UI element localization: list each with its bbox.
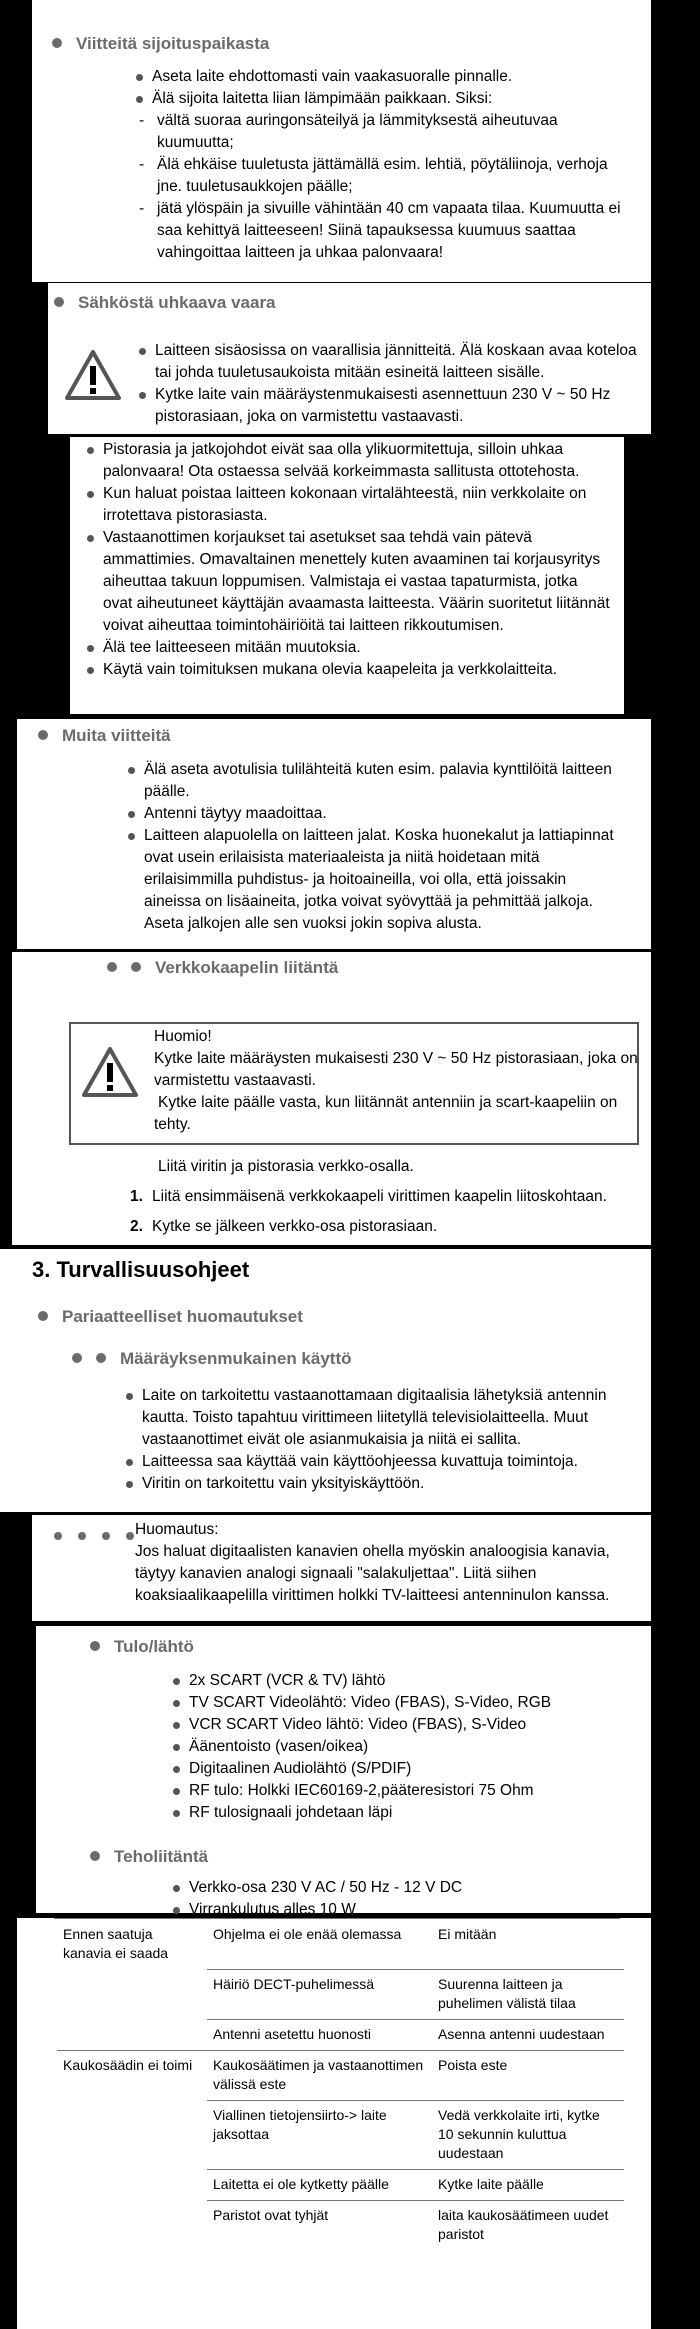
- bullet-icon: [126, 1532, 134, 1540]
- other-notes-section: [17, 719, 651, 949]
- list-item: Vastaanottimen korjaukset tai asetukset saa tehdä vain pätevä ammattimies. Omavaltainen menettely kuten avaaminen tai korjausyritys aiheuttaa takuun loppumisen. Valmistaja ei vastaa tapaturmista, jotka ovat aiheutuneet käyttäjän avaamasta laitteesta. Väärin suoritetut liitännät voivat aiheuttaa toimintohäiriöitä tai laitteen rikkoutumisen.: [86, 527, 610, 637]
- table-row: [57, 2050, 624, 2100]
- list-item: Laitteen sisäosissa on vaarallisia jännitteitä. Älä koskaan avaa koteloa tai johda tuuletusaukoista mitään esineitä laitteen sisälle.: [138, 340, 643, 384]
- hazard-list-continued: [86, 439, 610, 681]
- list-item: Älä sijoita laitetta liian lämpimään paikkaan. Siksi: - vältä suoraa auringonsäteilyä ja lämmityksestä aiheutuvaa kuumuutta; - Älä ehkäise tuuletusta jättämällä esim. lehtiä, pöytäliinoja, verhoja jne. tuuletusaukkojen päälle; - jätä ylöspäin ja sivuille vähintään 40 cm vapaata tilaa. Kuumuutta ei saa kehittyä laitteeseen! Siinä tapauksessa kuumuus saattaa vahingoittaa laitteen ja uhkaa palonvaara!: [135, 88, 635, 264]
- list-item: 2x SCART (VCR & TV) lähtö: [172, 1670, 632, 1692]
- table-row: [57, 2019, 624, 2050]
- bullet-icon: [38, 730, 48, 740]
- list-item: Älä aseta avotulisia tulilähteitä kuten esim. palavia kynttilöitä laitteen päälle.: [127, 759, 627, 803]
- table-row: [57, 1920, 624, 1969]
- bullet-icon: [90, 1641, 100, 1651]
- section-title: Muita viitteitä: [38, 726, 171, 746]
- power-list: [172, 1877, 632, 1921]
- section-title: Verkkokaapelin liitäntä: [107, 958, 338, 978]
- section-title: Pariaatteelliset huomautukset: [38, 1307, 303, 1327]
- remedy-cell: laita kaukosäätimeen uudet paristot: [438, 2206, 609, 2242]
- list-item: Laitteen alapuolella on laitteen jalat. Koska huonekalut ja lattiapinnat ovat usein erilaisista materiaaleista ja niitä hoidetaan mitä erilaisimmilla puhdistus- ja hoitoaineilla, voi olla, että joissakin aineissa on lisäaineita, jotka voivat syövyttää ja pehmittää jalkoja. Aseta jalkojen alle sen vuoksi jokin sopiva alusta.: [127, 825, 627, 935]
- intended-use-list: [125, 1385, 630, 1495]
- subsection-title: Määräyksenmukainen käyttö: [72, 1349, 352, 1369]
- bullet-icon: [52, 38, 62, 48]
- safety-section: [0, 1249, 651, 1512]
- cause-cell: Viallinen tietojensiirto-> laite jaksottaa: [207, 2100, 432, 2169]
- list-item: Kun haluat poistaa laitteen kokonaan virtalähteestä, niin verkkolaite on irrotettava pistorasiasta.: [86, 483, 610, 527]
- cause-cell: Laitetta ei ole kytketty päälle: [207, 2169, 432, 2200]
- table-row: [57, 2200, 624, 2250]
- bullet-icon: [102, 1532, 110, 1540]
- list-item: Viritin on tarkoitettu vain yksityiskäyttöön.: [125, 1473, 630, 1495]
- section-title: Teholiitäntä: [90, 1847, 208, 1867]
- table-body: [57, 1920, 624, 2250]
- remedy-cell: Asenna antenni uudestaan: [432, 2019, 624, 2050]
- list-item: Pistorasia ja jatkojohdot eivät saa olla ylikuormitettuja, silloin uhkaa palonvaara! Ota ostaessa selvää korkeimmasta sallitusta ottotehosta.: [86, 439, 610, 483]
- problem-cell: [57, 2200, 207, 2250]
- note-body: Jos haluat digitaalisten kanavien ohella myöskin analoogisia kanavia, täytyy kanavien analogi signaali "salakuljettaa". Liitä siihen koaksiaalikaapelilla virittimen holkki TV-laitteesi antenninulon kanssa.: [135, 1543, 610, 1604]
- io-list: [172, 1670, 632, 1824]
- bullet-icon: [54, 297, 64, 307]
- list-item: TV SCART Videolähtö: Video (FBAS), S-Video, RGB: [172, 1692, 632, 1714]
- sub-list: [135, 110, 635, 264]
- list-item: Digitaalinen Audiolähtö (S/PDIF): [172, 1758, 632, 1780]
- remedy-cell: Suurenna laitteen ja puhelimen välistä tilaa: [432, 1969, 624, 2019]
- notice-line: Kytke laite päälle vasta, kun liitännät antenniin ja scart-kaapeliin on tehty.: [154, 1094, 618, 1133]
- problem-cell: [57, 2169, 207, 2200]
- list-item: Laite on tarkoitettu vastaanottamaan digitaalisia lähetyksiä antennin kautta. Toisto tapahtuu virittimeen liitetyllä televisiolaitteella. Muut vastaanottimet eivät ole asianmukaisia ja niitä ei sallita.: [125, 1385, 630, 1451]
- cause-cell: Häiriö DECT-puhelimessä: [207, 1969, 432, 2019]
- list-item: Laitteessa saa käyttää vain käyttöohjeessa kuvattuja toimintoja.: [125, 1451, 630, 1473]
- problem-cell: [57, 2100, 207, 2169]
- other-notes-list: [127, 759, 627, 935]
- section-title: Viitteitä sijoituspaikasta: [52, 34, 269, 54]
- remedy-cell: Kytke laite päälle: [432, 2169, 624, 2200]
- notice-box: [69, 1022, 639, 1145]
- cause-cell: Antenni asetettu huonosti: [207, 2019, 432, 2050]
- section-title: Tulo/lähtö: [90, 1637, 194, 1657]
- table-row: [57, 2100, 624, 2169]
- troubleshooting-table: [57, 1920, 624, 2250]
- problem-cell: [57, 1969, 207, 2019]
- remedy-cell: Vedä verkkolaite irti, kytke 10 sekunnin kuluttua uudestaan: [432, 2100, 624, 2169]
- location-section: [32, 0, 651, 282]
- list-item: Antenni täytyy maadoittaa.: [127, 803, 627, 825]
- notice-line: Kytke laite määräysten mukaisesti 230 V ~ 50 Hz pistorasiaan, joka on varmistettu vastaavasti.: [154, 1050, 638, 1089]
- list-item: RF tulosignaali johdetaan läpi: [172, 1802, 632, 1824]
- warning-icon: [81, 1046, 139, 1098]
- problem-cell: Kaukosäädin ei toimi: [63, 2056, 193, 2073]
- bullet-icon: [38, 1311, 48, 1321]
- step-item: 2. Kytke se jälkeen verkko-osa pistorasiaan.: [130, 1216, 640, 1238]
- problem-cell: [57, 2019, 207, 2050]
- bullet-icon: [78, 1532, 86, 1540]
- bullet-icon: [107, 962, 117, 972]
- list-item: Äänentoisto (vasen/oikea): [172, 1736, 632, 1758]
- notice-text: [154, 1026, 639, 1136]
- bullet-icon: [96, 1353, 106, 1363]
- notice-title: Huomio!: [154, 1028, 212, 1045]
- sub-list-item: - vältä suoraa auringonsäteilyä ja lämmityksestä aiheutuvaa kuumuutta;: [135, 110, 635, 154]
- location-list: [135, 66, 635, 264]
- table-row: [57, 2169, 624, 2200]
- remedy-cell: Poista este: [432, 2050, 624, 2100]
- cause-cell: Kaukosäätimen ja vastaanottimen välissä este: [207, 2050, 432, 2100]
- list-item: RF tulo: Holkki IEC60169-2,pääteresistori 75 Ohm: [172, 1780, 632, 1802]
- power-cable-section: [12, 952, 651, 1245]
- electric-hazard-section: [48, 283, 651, 434]
- bullet-icon: [90, 1851, 100, 1861]
- intro-text: Liitä viritin ja pistorasia verkko-osalla.: [158, 1158, 414, 1175]
- note-section: [32, 1515, 651, 1621]
- section-title: Sähköstä uhkaava vaara: [54, 293, 276, 313]
- list-item: Kytke laite vain määräystenmukaisesti asennettuun 230 V ~ 50 Hz pistorasiaan, joka on varmistettu vastaavasti.: [138, 384, 643, 428]
- sub-list-item: - Älä ehkäise tuuletusta jättämällä esim. lehtiä, pöytäliinoja, verhoja jne. tuuletusaukkojen päälle;: [135, 154, 635, 198]
- page-heading: 3. Turvallisuusohjeet: [32, 1257, 250, 1282]
- step-list: [130, 1186, 640, 1238]
- problem-cell: Ennen saatuja kanavia ei saada: [63, 1926, 169, 1961]
- remedy-cell: Ei mitään: [432, 1920, 624, 1969]
- step-item: 1. Liitä ensimmäisenä verkkokaapeli virittimen kaapelin liitoskohtaan.: [130, 1186, 640, 1208]
- list-item: Virrankulutus alles 10 W: [172, 1899, 632, 1921]
- troubleshooting-section: [17, 1918, 651, 2329]
- list-item: Aseta laite ehdottomasti vain vaakasuoralle pinnalle.: [135, 66, 635, 88]
- bullet-icon: [131, 962, 141, 972]
- table-row: [57, 1969, 624, 2019]
- note-text: [135, 1519, 645, 1607]
- step-number: 2.: [130, 1218, 143, 1235]
- list-item: Käytä vain toimituksen mukana olevia kaapeleita ja verkkolaitteita.: [86, 659, 610, 681]
- electric-hazard-continued: [70, 437, 624, 714]
- list-item: Älä tee laitteeseen mitään muutoksia.: [86, 637, 610, 659]
- warning-icon: [64, 349, 122, 401]
- cause-cell: Paristot ovat tyhjät: [213, 2206, 329, 2223]
- hazard-list: [138, 340, 643, 428]
- bullet-icon: [72, 1353, 82, 1363]
- table-top-rule: [54, 1918, 620, 1919]
- note-title: Huomautus:: [135, 1521, 219, 1538]
- note-bullets: [54, 1529, 148, 1547]
- specs-section: [36, 1626, 651, 1918]
- list-item: VCR SCART Video lähtö: Video (FBAS), S-Video: [172, 1714, 632, 1736]
- cause-cell: Ohjelma ei ole enää olemassa: [207, 1920, 432, 1969]
- list-item: Verkko-osa 230 V AC / 50 Hz - 12 V DC: [172, 1877, 632, 1899]
- step-number: 1.: [130, 1188, 143, 1205]
- bullet-icon: [54, 1532, 62, 1540]
- sub-list-item: - jätä ylöspäin ja sivuille vähintään 40 cm vapaata tilaa. Kuumuutta ei saa kehittyä laitteeseen! Siinä tapauksessa kuumuus saattaa vahingoittaa laitteen ja uhkaa palonvaara!: [135, 198, 635, 264]
